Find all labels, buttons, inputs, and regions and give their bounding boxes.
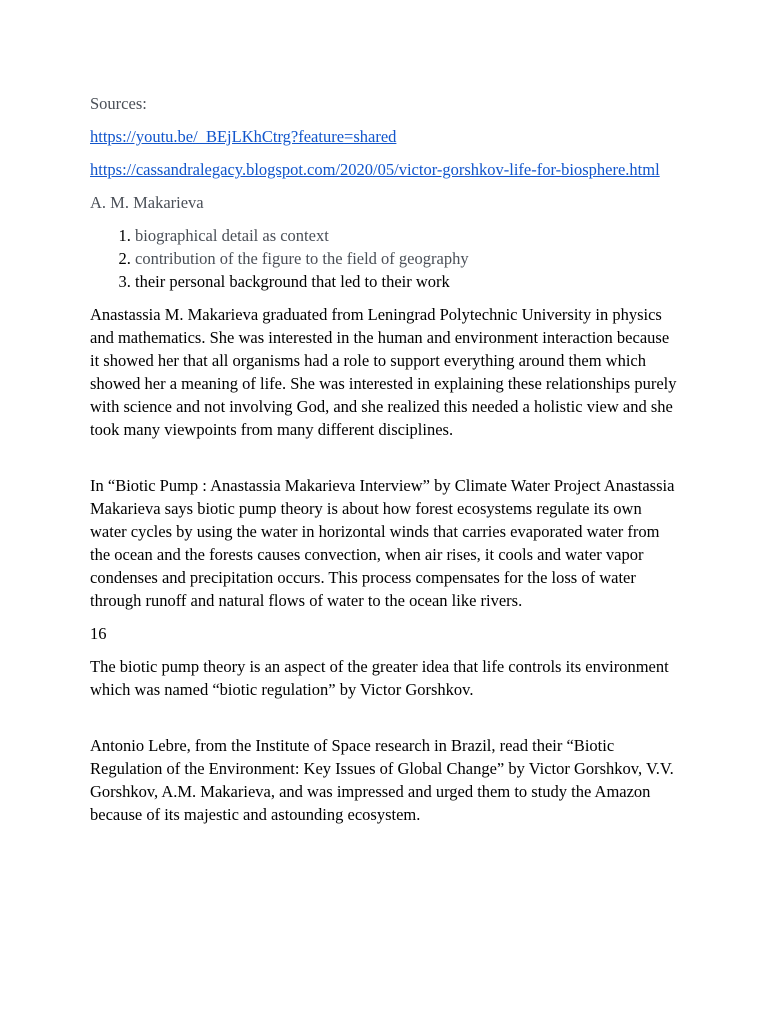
- paragraph-biography: Anastassia M. Makarieva graduated from Leningrad Polytechnic University in physics and mathematics. She was interested in the human and environment interaction because it showed her that all organisms had a role to support everything around them which showed her a meaning of life. She was interested in explaining these relationships purely with science and not involving God, and she realized this needed a holistic view and she took many viewpoints from many different disciplines.: [90, 305, 677, 439]
- list-item: 3. their personal background that led to their work: [135, 270, 682, 293]
- paragraph-biotic-regulation: The biotic pump theory is an aspect of the greater idea that life controls its environment which was named “biotic regulation” by Victor Gorshkov.: [90, 657, 669, 699]
- criteria-list: [90, 224, 682, 293]
- source-link-youtube[interactable]: https://youtu.be/_BEjLKhCtrg?feature=shared: [90, 127, 397, 146]
- paragraph-antonio-lebre: Antonio Lebre, from the Institute of Space research in Brazil, read their “Biotic Regulation of the Environment: Key Issues of Global Change” by Victor Gorshkov, V.V. Gorshkov, A.M. Makarieva, and was impressed and urged them to study the Amazon because of its majestic and astounding ecosystem.: [90, 736, 674, 824]
- list-item: 1. biographical detail as context: [135, 224, 682, 247]
- page-number-note: 16: [90, 624, 107, 643]
- list-item: 2. contribution of the figure to the field of geography: [135, 247, 682, 270]
- source-link-blogspot[interactable]: https://cassandralegacy.blogspot.com/2020/05/victor-gorshkov-life-for-biosphere.html: [90, 160, 660, 179]
- subject-heading: A. M. Makarieva: [90, 193, 204, 212]
- sources-heading: Sources:: [90, 94, 147, 113]
- document-page: [90, 92, 682, 836]
- paragraph-biotic-pump: In “Biotic Pump : Anastassia Makarieva Interview” by Climate Water Project Anastassia Makarieva says biotic pump theory is about how forest ecosystems regulate its own water cycles by using the water in horizontal winds that carries evaporated water from the ocean and the forests causes convection, when air rises, it cools and water vapor condenses and precipitation occurs. This process compensates for the loss of water through runoff and natural flows of water to the ocean like rivers.: [90, 476, 675, 610]
